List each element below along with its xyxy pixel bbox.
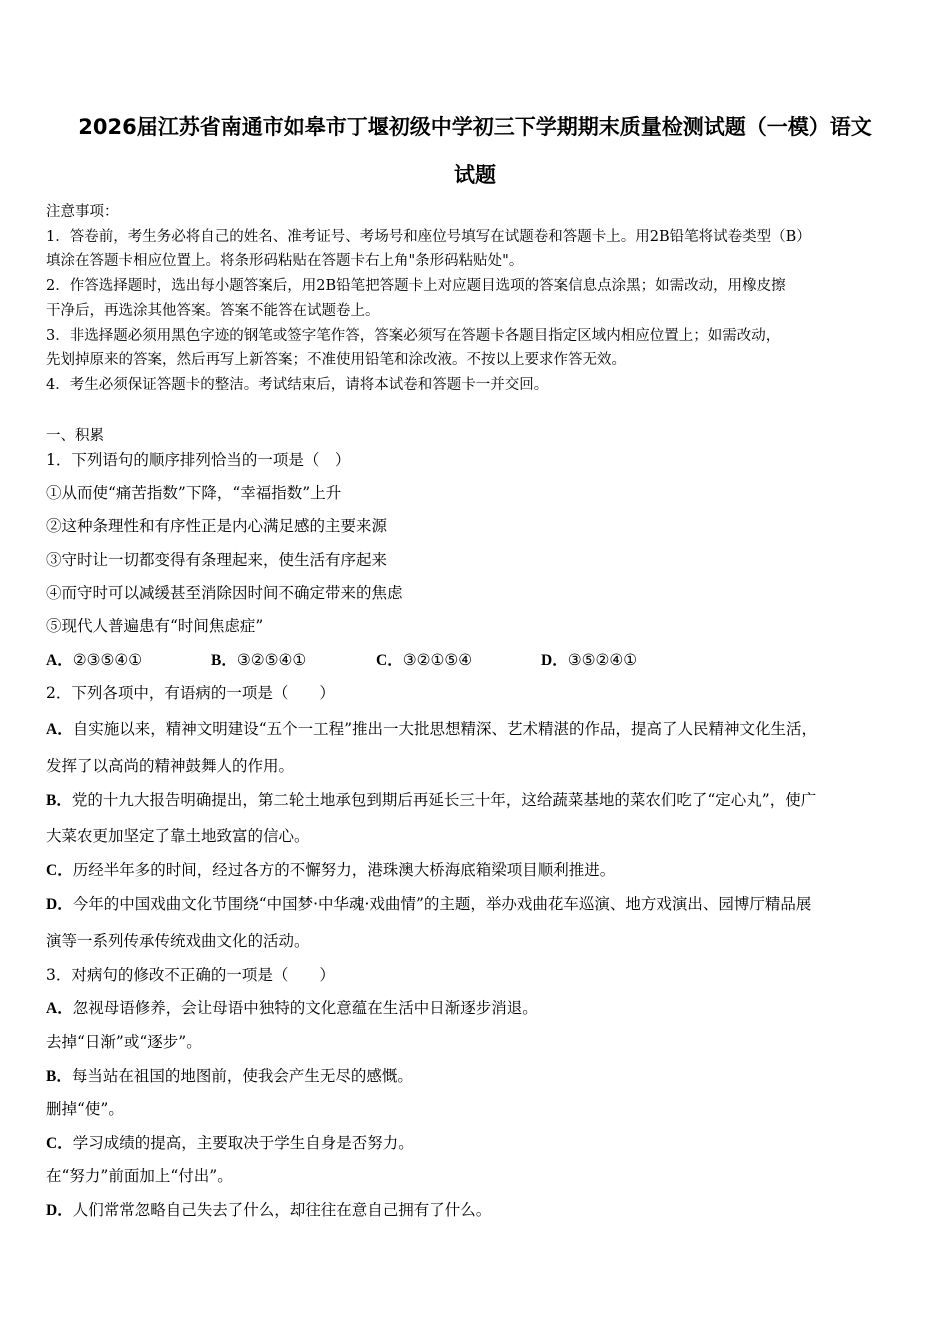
option-c: C．历经半年多的时间，经过各方的不懈努力，港珠澳大桥海底箱梁项目顺利推进。 <box>46 861 616 879</box>
sentence-item: ①从而使“痛苦指数”下降，“幸福指数”上升 <box>46 484 342 502</box>
question-stem: 1．下列语句的顺序排列恰当的一项是（ ） <box>46 451 351 469</box>
option-c: C．③②①⑤④ <box>376 651 473 669</box>
option-c-fix: 在“努力”前面加上“付出”。 <box>46 1167 233 1185</box>
option-b: B．每当站在祖国的地图前，使我会产生无尽的感慨。 <box>46 1067 413 1085</box>
option-b: B．党的十九大报告明确提出，第二轮土地承包到期后再延长三十年，这给蔬菜基地的菜农们吃了“定心丸”，使广 <box>46 791 817 809</box>
option-b-fix: 删掉“使”。 <box>46 1100 124 1118</box>
option-d-continued: 演等一系列传承传统戏曲文化的活动。 <box>46 932 310 950</box>
option-d: D．③⑤②④① <box>541 651 638 669</box>
section-heading: 一、积累 <box>46 428 104 444</box>
notice-line: 2．作答选择题时，选出每小题答案后，用2B铅笔把答题卡上对应题目选项的答案信息点涂黑；如需改动，用橡皮擦 <box>46 278 786 294</box>
notice-line: 先划掉原来的答案，然后再写上新答案；不准使用铅笔和涂改液。不按以上要求作答无效。 <box>46 352 626 368</box>
sentence-item: ③守时让一切都变得有条理起来，使生活有序起来 <box>46 551 388 569</box>
page-title: 2026届江苏省南通市如皋市丁堰初级中学初三下学期期末质量检测试题（一模）语文 <box>78 115 872 139</box>
notice-heading: 注意事项： <box>46 204 119 220</box>
question-stem: 2．下列各项中，有语病的一项是（ ） <box>46 684 335 702</box>
option-b: B．③②⑤④① <box>211 651 307 669</box>
page-title-continued: 试题 <box>454 163 496 187</box>
option-a-continued: 发挥了以高尚的精神鼓舞人的作用。 <box>46 757 295 775</box>
option-b-continued: 大菜农更加坚定了靠土地致富的信心。 <box>46 827 310 845</box>
option-c: C．学习成绩的提高，主要取决于学生自身是否努力。 <box>46 1134 414 1152</box>
sentence-item: ⑤现代人普遍患有“时间焦虑症” <box>46 617 264 635</box>
notice-line: 3．非选择题必须用黑色字迹的钢笔或签字笔作答，答案必须写在答题卡各题目指定区域内相应位置上；如需改动， <box>46 328 781 344</box>
notice-line: 干净后，再选涂其他答案。答案不能答在试题卷上。 <box>46 303 380 319</box>
notice-line: 1．答卷前，考生务必将自己的姓名、准考证号、考场号和座位号填写在试题卷和答题卡上。用2B铅笔将试卷类型（B） <box>46 229 811 245</box>
option-a-fix: 去掉“日渐”或“逐步”。 <box>46 1033 202 1051</box>
sentence-item: ②这种条理性和有序性正是内心满足感的主要来源 <box>46 517 388 535</box>
answer-options <box>46 650 706 671</box>
option-d: D．人们常常忽略自己失去了什么，却往往在意自己拥有了什么。 <box>46 1201 492 1219</box>
notice-line: 填涂在答题卡相应位置上。将条形码粘贴在答题卡右上角"条形码粘贴处"。 <box>46 253 524 269</box>
option-a: A．②③⑤④① <box>46 651 143 669</box>
notice-line: 4．考生必须保证答题卡的整洁。考试结束后，请将本试卷和答题卡一并交回。 <box>46 377 549 393</box>
question-stem: 3．对病句的修改不正确的一项是（ ） <box>46 966 335 984</box>
option-d: D．今年的中国戏曲文化节围绕“中国梦·中华魂·戏曲情”的主题，举办戏曲花车巡演、地方戏演出、园博厅精品展 <box>46 895 812 913</box>
option-a: A．忽视母语修养，会让母语中独特的文化意蕴在生活中日渐逐步消退。 <box>46 999 538 1017</box>
sentence-item: ④而守时可以减缓甚至消除因时间不确定带来的焦虑 <box>46 584 403 602</box>
option-a: A．自实施以来，精神文明建设“五个一工程”推出一大批思想精深、艺术精湛的作品，提高了人民精神文化生活， <box>46 720 818 738</box>
